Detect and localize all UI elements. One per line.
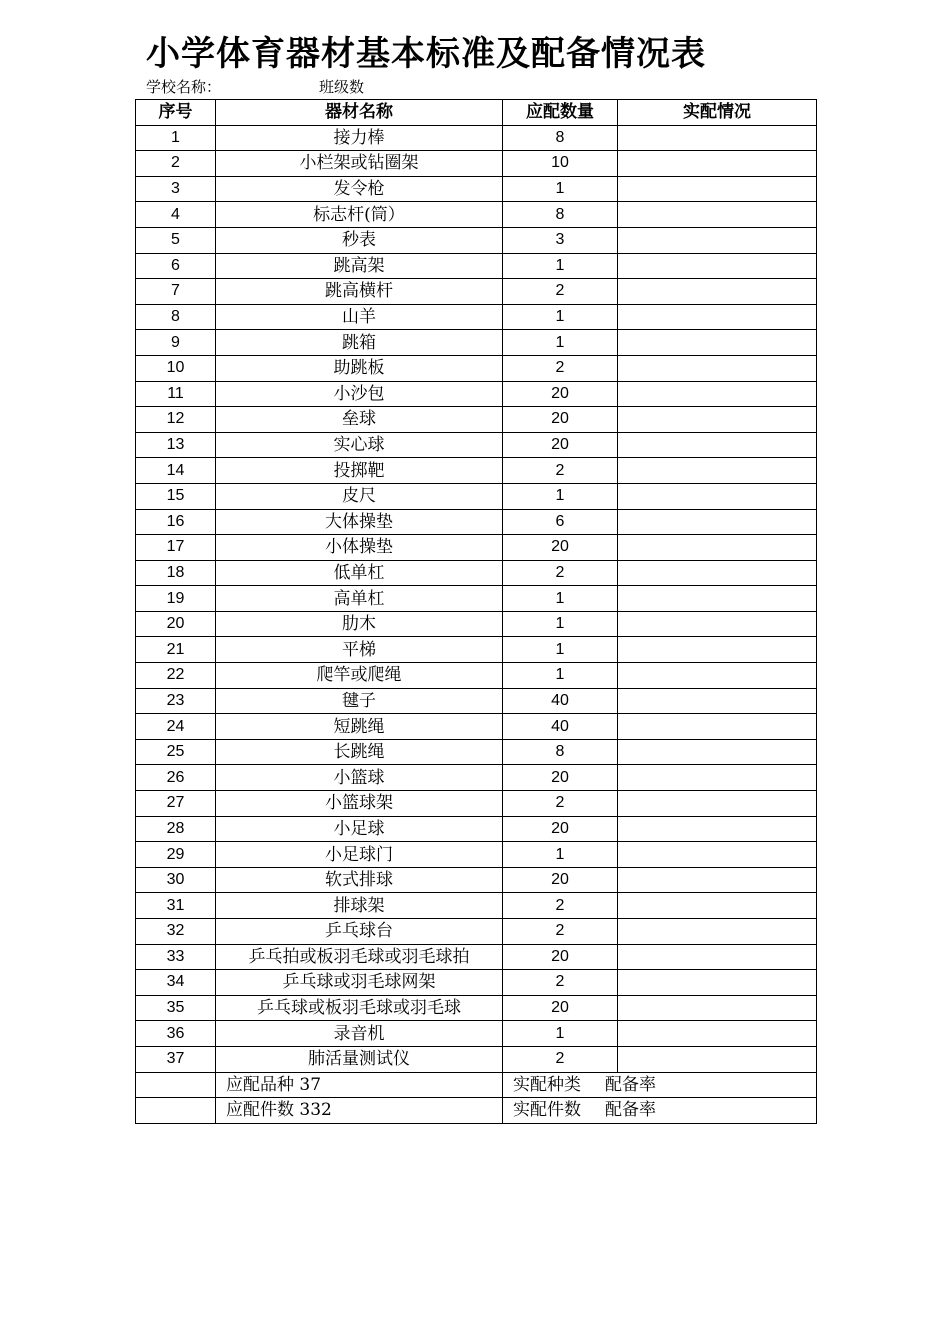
row-index: 12 [136,407,216,433]
table-row [136,176,817,202]
summary-blank [136,1098,216,1124]
row-actual [618,867,817,893]
table-row [136,816,817,842]
header-equipment-name: 器材名称 [216,100,503,126]
row-index: 33 [136,944,216,970]
table-body [136,125,817,1072]
row-equipment-name: 秒表 [216,227,503,253]
table-row [136,970,817,996]
row-required-qty: 1 [503,586,618,612]
table-row [136,791,817,817]
row-required-qty: 3 [503,227,618,253]
row-actual [618,330,817,356]
summary-row [136,1098,817,1124]
table-row [136,560,817,586]
table-row [136,535,817,561]
table-row [136,202,817,228]
table-row [136,355,817,381]
table-row [136,432,817,458]
row-required-qty: 20 [503,381,618,407]
row-equipment-name: 长跳绳 [216,739,503,765]
row-equipment-name: 小栏架或钻圈架 [216,151,503,177]
row-required-qty: 1 [503,637,618,663]
row-index: 32 [136,919,216,945]
row-required-qty: 40 [503,714,618,740]
row-equipment-name: 肋木 [216,611,503,637]
table-row [136,125,817,151]
row-index: 19 [136,586,216,612]
row-equipment-name: 乒乓拍或板羽毛球或羽毛球拍 [216,944,503,970]
row-required-qty: 20 [503,432,618,458]
table-row [136,304,817,330]
row-index: 35 [136,995,216,1021]
row-required-qty: 2 [503,1046,618,1072]
header-actual: 实配情况 [618,100,817,126]
equipment-table [135,99,817,1124]
row-actual [618,279,817,305]
row-required-qty: 10 [503,151,618,177]
row-actual [618,970,817,996]
row-index: 9 [136,330,216,356]
row-index: 16 [136,509,216,535]
table-row [136,739,817,765]
page-title: 小学体育器材基本标准及配备情况表 [146,34,706,74]
row-equipment-name: 爬竿或爬绳 [216,663,503,689]
table-row [136,1021,817,1047]
row-index: 25 [136,739,216,765]
row-equipment-name: 软式排球 [216,867,503,893]
row-index: 24 [136,714,216,740]
row-equipment-name: 排球架 [216,893,503,919]
summary-actual-count-label: 实配件数 [513,1100,581,1121]
row-required-qty: 1 [503,842,618,868]
row-index: 3 [136,176,216,202]
row-index: 28 [136,816,216,842]
row-actual [618,1021,817,1047]
table-row [136,227,817,253]
summary-actual-count [503,1098,817,1124]
row-equipment-name: 小沙包 [216,381,503,407]
summary-rate-label: 配备率 [605,1100,656,1121]
summary-required-types: 应配品种 37 [216,1072,503,1098]
row-index: 11 [136,381,216,407]
row-required-qty: 1 [503,304,618,330]
row-actual [618,432,817,458]
header-index: 序号 [136,100,216,126]
row-index: 18 [136,560,216,586]
row-actual [618,791,817,817]
row-actual [618,919,817,945]
row-equipment-name: 小足球 [216,816,503,842]
row-actual [618,202,817,228]
row-index: 4 [136,202,216,228]
row-index: 13 [136,432,216,458]
table-row [136,483,817,509]
table-row [136,279,817,305]
summary-actual-types [503,1072,817,1098]
table-row [136,893,817,919]
table-row [136,151,817,177]
table-row [136,995,817,1021]
row-equipment-name: 接力棒 [216,125,503,151]
row-required-qty: 1 [503,253,618,279]
row-equipment-name: 大体操垫 [216,509,503,535]
row-equipment-name: 乒乓球台 [216,919,503,945]
row-index: 15 [136,483,216,509]
summary-required-count: 应配件数 332 [216,1098,503,1124]
row-index: 10 [136,355,216,381]
row-equipment-name: 助跳板 [216,355,503,381]
row-required-qty: 20 [503,995,618,1021]
row-index: 2 [136,151,216,177]
table-row [136,330,817,356]
row-required-qty: 1 [503,611,618,637]
row-index: 6 [136,253,216,279]
row-index: 31 [136,893,216,919]
table-row [136,944,817,970]
row-actual [618,739,817,765]
row-equipment-name: 投掷靶 [216,458,503,484]
row-equipment-name: 平梯 [216,637,503,663]
row-equipment-name: 发令枪 [216,176,503,202]
row-required-qty: 20 [503,816,618,842]
header-required-qty: 应配数量 [503,100,618,126]
row-required-qty: 20 [503,535,618,561]
table-row [136,714,817,740]
table-row [136,919,817,945]
row-required-qty: 2 [503,893,618,919]
row-equipment-name: 小篮球架 [216,791,503,817]
row-equipment-name: 录音机 [216,1021,503,1047]
table-row [136,586,817,612]
row-index: 37 [136,1046,216,1072]
row-index: 7 [136,279,216,305]
row-equipment-name: 皮尺 [216,483,503,509]
row-actual [618,407,817,433]
row-actual [618,125,817,151]
school-name-label: 学校名称： [146,78,222,96]
row-index: 29 [136,842,216,868]
row-actual [618,688,817,714]
row-required-qty: 2 [503,560,618,586]
summary-actual-types-label: 实配种类 [513,1074,581,1095]
row-index: 14 [136,458,216,484]
table-row [136,509,817,535]
row-equipment-name: 跳高横杆 [216,279,503,305]
table-row [136,688,817,714]
row-actual [618,509,817,535]
table-row [136,458,817,484]
row-index: 23 [136,688,216,714]
row-required-qty: 2 [503,355,618,381]
row-required-qty: 8 [503,202,618,228]
row-required-qty: 20 [503,765,618,791]
row-actual [618,304,817,330]
row-equipment-name: 乒乓球或羽毛球网架 [216,970,503,996]
table-row [136,611,817,637]
row-equipment-name: 跳箱 [216,330,503,356]
row-required-qty: 2 [503,791,618,817]
row-actual [618,714,817,740]
row-index: 5 [136,227,216,253]
row-actual [618,227,817,253]
table-row [136,663,817,689]
row-required-qty: 1 [503,663,618,689]
row-actual [618,663,817,689]
row-actual [618,483,817,509]
row-equipment-name: 低单杠 [216,560,503,586]
row-actual [618,535,817,561]
row-equipment-name: 小体操垫 [216,535,503,561]
row-actual [618,151,817,177]
table-row [136,842,817,868]
row-required-qty: 6 [503,509,618,535]
row-actual [618,1046,817,1072]
row-actual [618,637,817,663]
row-actual [618,765,817,791]
row-required-qty: 8 [503,125,618,151]
row-equipment-name: 跳高架 [216,253,503,279]
row-required-qty: 2 [503,919,618,945]
summary-blank [136,1072,216,1098]
row-required-qty: 8 [503,739,618,765]
row-index: 17 [136,535,216,561]
row-actual [618,842,817,868]
row-equipment-name: 高单杠 [216,586,503,612]
row-actual [618,458,817,484]
row-required-qty: 20 [503,867,618,893]
row-required-qty: 1 [503,330,618,356]
row-required-qty: 2 [503,970,618,996]
row-actual [618,611,817,637]
table-header-row [136,100,817,126]
table-row [136,867,817,893]
row-actual [618,560,817,586]
table-row [136,253,817,279]
row-equipment-name: 山羊 [216,304,503,330]
row-required-qty: 40 [503,688,618,714]
row-equipment-name: 肺活量测试仪 [216,1046,503,1072]
row-required-qty: 20 [503,407,618,433]
row-actual [618,381,817,407]
row-equipment-name: 标志杆(筒） [216,202,503,228]
row-index: 22 [136,663,216,689]
row-required-qty: 1 [503,1021,618,1047]
row-index: 36 [136,1021,216,1047]
row-actual [618,355,817,381]
table-row [136,765,817,791]
row-actual [618,944,817,970]
row-equipment-name: 小足球门 [216,842,503,868]
row-index: 21 [136,637,216,663]
summary-row [136,1072,817,1098]
row-actual [618,253,817,279]
row-index: 34 [136,970,216,996]
row-equipment-name: 垒球 [216,407,503,433]
row-index: 27 [136,791,216,817]
class-count-label: 班级数 [319,78,365,96]
row-required-qty: 1 [503,483,618,509]
summary-rate-label: 配备率 [605,1074,656,1095]
row-required-qty: 1 [503,176,618,202]
row-actual [618,995,817,1021]
row-equipment-name: 实心球 [216,432,503,458]
table-row [136,1046,817,1072]
row-index: 26 [136,765,216,791]
row-required-qty: 20 [503,944,618,970]
row-required-qty: 2 [503,279,618,305]
row-equipment-name: 小篮球 [216,765,503,791]
row-index: 30 [136,867,216,893]
row-index: 8 [136,304,216,330]
row-actual [618,176,817,202]
row-index: 1 [136,125,216,151]
row-actual [618,816,817,842]
summary-section [136,1072,817,1123]
table-row [136,637,817,663]
row-index: 20 [136,611,216,637]
table-row [136,381,817,407]
row-equipment-name: 乒乓球或板羽毛球或羽毛球 [216,995,503,1021]
table-row [136,407,817,433]
row-actual [618,586,817,612]
row-equipment-name: 毽子 [216,688,503,714]
row-required-qty: 2 [503,458,618,484]
row-actual [618,893,817,919]
row-equipment-name: 短跳绳 [216,714,503,740]
